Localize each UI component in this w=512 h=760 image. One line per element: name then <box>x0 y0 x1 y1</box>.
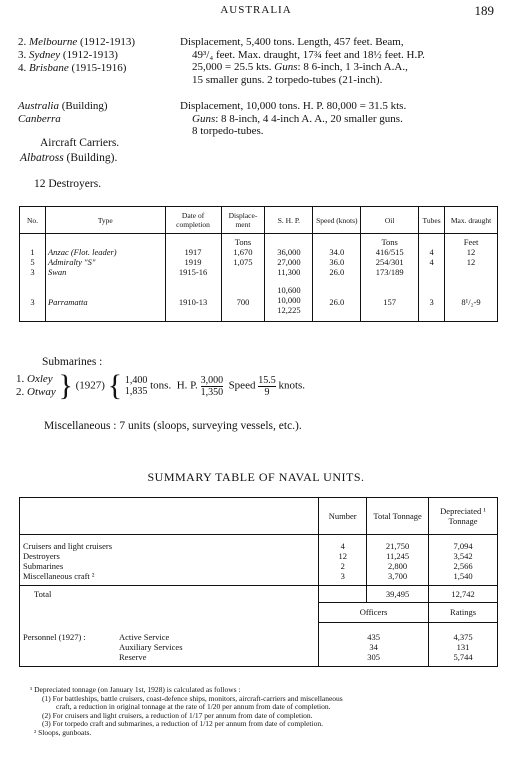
column-header: Max. draught <box>445 207 498 234</box>
summary-table <box>19 497 498 667</box>
total-row: Total 39,495 12,742 <box>20 586 498 603</box>
cruiser-item: 3. Sydney (1912-1913) <box>18 49 118 61</box>
cruiser-description: Displacement, 5,400 tons. Length, 457 feet. Beam, 49³/₄ feet. Max. draught, 17¾ feet and 18½ feet. H.P. 25,000 = 25.5 kts. Guns: 8 6-inch, 1 3-inch A.A., 15 smaller guns. 2 torpedo-tubes (21-inch). <box>180 36 425 86</box>
column-header: Type <box>45 207 165 234</box>
table-row: Personnel (1927) : Active Service 435 4,375 <box>20 632 498 642</box>
column-header: No. <box>20 207 46 234</box>
table-row: Submarines 2 2,800 2,566 <box>20 561 498 571</box>
miscellaneous-line: Miscellaneous : 7 units (sloops, surveying vessels, etc.). <box>44 420 302 432</box>
destroyers-table <box>19 206 498 322</box>
building-ships: Australia (Building) Canberra <box>18 100 108 125</box>
column-header: Officers <box>319 602 429 622</box>
table-row: Destroyers 12 11,245 3,542 <box>20 551 498 561</box>
table-row: 3 Swan 1915-16 11,300 26.0 173/189 <box>20 267 498 277</box>
table-row: 5 Admiralty "S" 1919 1,075 27,000 36.0 254/301 4 12 <box>20 257 498 267</box>
ship-name: Australia <box>18 100 59 112</box>
personnel-header-row <box>20 602 498 622</box>
footnote: (1) For battleships, battle cruisers, coast-defence ships, monitors, aircraft-carriers and miscellaneous <box>42 693 343 703</box>
footnotes <box>30 686 500 737</box>
ship-name: Otway <box>27 386 56 398</box>
building-description: Displacement, 10,000 tons. H. P. 80,000 = 31.5 kts. Guns: 8 8-inch, 4 4-inch A. A., 20 smaller guns. 8 torpedo-tubes. <box>180 100 407 137</box>
submarines-heading: Submarines : <box>42 356 103 368</box>
footnote: (2) For cruisers and light cruisers, a reduction of 1/17 per annum from date of completion. <box>42 710 313 720</box>
table-header-row <box>20 207 498 234</box>
column-header: Date of completion <box>165 207 221 234</box>
ship-name: Oxley <box>27 373 53 385</box>
footnote: ² Sloops, gunboats. <box>34 727 92 737</box>
aircraft-heading: Aircraft Carriers. <box>40 137 120 149</box>
cruiser-item: 4. Brisbane (1915-1916) <box>18 62 127 74</box>
table-header-row <box>20 498 498 535</box>
column-header: Total Tonnage <box>367 498 429 535</box>
column-header: S. H. P. <box>265 207 313 234</box>
ship-name: Canberra <box>18 113 61 125</box>
footnote: craft, a reduction in original tonnage at the rate of 1/20 per annum from date of completion. <box>56 702 331 711</box>
summary-title: SUMMARY TABLE OF NAVAL UNITS. <box>147 470 365 484</box>
column-header: Depreciated ¹ Tonnage <box>429 498 498 535</box>
table-row: Miscellaneous craft ² 3 3,700 1,540 <box>20 571 498 586</box>
page-number: 189 <box>474 3 494 18</box>
aircraft-ship: Albatross (Building). <box>20 152 118 164</box>
footnote: ¹ Depreciated tonnage (on January 1st, 1928) is calculated as follows : <box>30 685 241 694</box>
table-row: Reserve 305 5,744 <box>20 652 498 667</box>
cruiser-item: 2. Melbourne (1912-1913) <box>18 36 136 48</box>
units-row: Tons Tons Feet <box>20 234 498 248</box>
page-header-title: AUSTRALIA <box>220 4 292 16</box>
table-row: 1 Anzac (Flot. leader) 1917 1,670 36,000 34.0 416/515 4 12 <box>20 247 498 257</box>
submarines-block: 1. Oxley 2. Otway } (1927) { 1,400 1,835 tons. H. P. $\frac{3,000}{1,350}$ Speed $\frac{15.5}{9}$ knots. <box>16 369 306 402</box>
destroyers-heading: 12 Destroyers. <box>34 178 102 190</box>
table-row: 3 Parramatta 1910-13 700 10,600 10,000 12,225 26.0 157 3 8¹/₂-9 <box>20 277 498 322</box>
footnote: (3) For torpedo craft and submarines, a reduction of 1/12 per annum from date of completion. <box>42 719 323 728</box>
ship-name: Sydney <box>29 49 61 61</box>
column-header: Number <box>319 498 367 535</box>
table-row: Auxiliary Services 34 131 <box>20 642 498 652</box>
table-row: Cruisers and light cruisers 4 21,750 7,094 <box>20 541 498 551</box>
column-header: Speed (knots) <box>313 207 361 234</box>
ship-name: Brisbane <box>29 62 69 74</box>
column-header: Tubes <box>419 207 445 234</box>
column-header: Oil <box>361 207 419 234</box>
ship-name: Melbourne <box>29 36 78 48</box>
column-header: Ratings <box>429 602 498 622</box>
column-header: Displace-ment <box>221 207 265 234</box>
cruiser-list <box>18 36 135 75</box>
